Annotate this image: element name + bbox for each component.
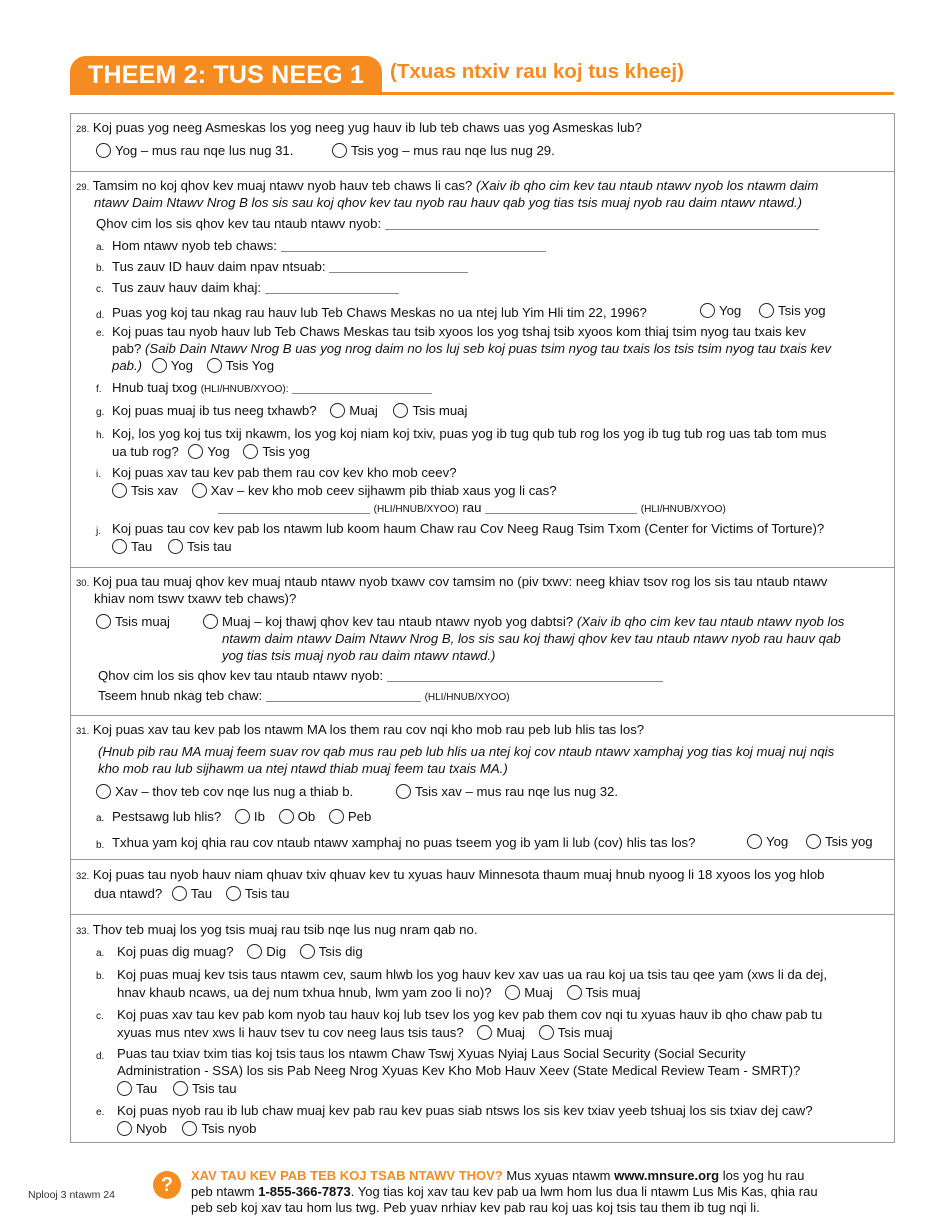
help-line-1	[191, 1168, 891, 1184]
emergency-start-field[interactable]	[218, 502, 370, 514]
option-no[interactable]	[207, 358, 274, 373]
date-format: (HLI/HNUB/XYOO)	[424, 692, 510, 703]
question-32	[71, 860, 894, 915]
option-label: Tau	[136, 1081, 158, 1096]
field-label: Puas tau txiav txim tias koj tsis taus los ntawm Chaw Tswj Xyuas Nyiaj Laus Social Security (Social Security	[117, 1046, 746, 1061]
field-label: Hom ntawv nyob teb chaws:	[112, 238, 277, 253]
help-text: Mus xyuas ntawm	[506, 1168, 611, 1183]
field-label: Pestsawg lub hlis?	[112, 809, 222, 824]
option-label: Muaj	[496, 1025, 525, 1040]
option-label: Tsis yog	[778, 303, 826, 318]
entry-date-field[interactable]	[266, 690, 421, 702]
option-yes[interactable]	[117, 1081, 157, 1096]
help-phone[interactable]: 1-855-366-7873	[258, 1184, 351, 1199]
radio-button[interactable]	[505, 985, 520, 1000]
option-no[interactable]	[806, 834, 873, 850]
option-no[interactable]	[96, 614, 170, 630]
option-label: Tsis muaj	[585, 985, 641, 1000]
question-number: 30.	[76, 578, 90, 589]
item-letter: b.	[96, 263, 105, 274]
green-card-field[interactable]	[329, 261, 468, 273]
help-line-2	[191, 1184, 891, 1200]
question-instruction: (Hnub pib rau MA muaj feem suav rov qab mus rau peb lub hlis ua ntej koj cov ntaub ntawv xamphaj yog tias koj muaj nuj nqis	[98, 744, 835, 759]
radio-button[interactable]	[759, 303, 774, 318]
field-instruction: (Saib Dain Ntawv Nrog B uas yog nrog daim no los luj seb koj puas tsim nyog tau txais los tsis tsim nyog tau txais kev	[145, 341, 832, 356]
radio-button[interactable]	[182, 1121, 197, 1136]
option-label: Dig	[266, 944, 287, 959]
option-label: Tau	[190, 886, 213, 901]
radio-button[interactable]	[152, 358, 167, 373]
item-letter: a.	[96, 242, 105, 253]
option-label: Tsis Yog	[225, 358, 275, 373]
radio-button[interactable]	[117, 1081, 132, 1096]
field-label: Koj puas muaj ib tus neeg txhawb?	[112, 403, 317, 418]
item-letter: d.	[96, 310, 105, 321]
option-no[interactable]	[332, 143, 555, 159]
radio-button[interactable]	[330, 403, 345, 418]
field-label: Koj puas xav tau kev pab them rau cov kev kho mob ceev?	[112, 465, 457, 480]
doc-type-field[interactable]	[281, 240, 546, 252]
option-no[interactable]	[396, 784, 618, 800]
section-title: THEEM 2: TUS NEEG 1	[70, 56, 382, 93]
field-label-cont: hnav khaub ncaws, ua dej num txhua hnub, lwm yam zoo li no)?	[117, 985, 492, 1000]
option-label: Xav – kev kho mob ceev sijhawm pib thiab xaus yog li cas?	[210, 483, 557, 498]
option-label: Yog	[207, 444, 230, 459]
radio-button[interactable]	[806, 834, 821, 849]
option-label: Tsis yog	[262, 444, 310, 459]
question-text: Thov teb muaj los yog tsis muaj rau tsib nqe lus nug nram qab no.	[92, 922, 478, 937]
item-letter: j.	[96, 526, 101, 537]
question-31	[71, 716, 894, 860]
option-yes[interactable]	[96, 784, 353, 800]
item-letter: f.	[96, 384, 102, 395]
field-label: Hnub tuaj txog	[112, 380, 198, 395]
option-instruction-cont: yog tias tsis muaj nyob rau daim ntawv ntawd.)	[222, 648, 496, 663]
radio-button[interactable]	[279, 809, 294, 824]
option-label: Tsis muaj	[115, 614, 170, 629]
field-label-cont: pab?	[112, 341, 142, 356]
option-no[interactable]	[300, 944, 363, 959]
question-number: 29.	[76, 182, 90, 193]
field-label: Koj puas xav tau kev pab kom nyob tau hauv koj lub tsev los yog kev pab them cov nqi tu xyuas hauv ib qho chaw pab tu	[117, 1007, 823, 1022]
radio-button[interactable]	[226, 886, 241, 901]
radio-button[interactable]	[168, 539, 183, 554]
option-label: Tsis tau	[186, 539, 232, 554]
option-label: Muaj – koj thawj qhov kev tau ntaub ntawv nyob yog dabtsi?	[222, 614, 574, 629]
date-format: (HLI/HNUB/XYOO)	[640, 504, 726, 515]
question-text: Koj puas tau nyob hauv niam qhuav txiv qhuav kev tu xyuas hauv Minnesota thaum muaj hnub nyoog li 18 xyoos los yog hlob	[92, 867, 825, 882]
arrival-date-field[interactable]	[292, 382, 432, 394]
status-other-field[interactable]	[385, 218, 819, 230]
option-no[interactable]	[393, 403, 467, 418]
radio-button[interactable]	[332, 143, 347, 158]
radio-button[interactable]	[112, 483, 127, 498]
option-label: Muaj	[349, 403, 378, 418]
radio-button[interactable]	[203, 614, 218, 629]
option-yes[interactable]	[700, 303, 741, 319]
option-yes[interactable]	[203, 614, 844, 630]
option-no[interactable]	[226, 886, 290, 901]
option-label: Tsis yog – mus rau nqe lus nug 29.	[351, 143, 555, 158]
radio-button[interactable]	[207, 358, 222, 373]
radio-button[interactable]	[393, 403, 408, 418]
option-label: Tsis yog	[825, 834, 873, 849]
item-letter: a.	[96, 948, 105, 959]
option-label: Tsis xav – mus rau nqe lus nug 32.	[415, 784, 619, 799]
option-yes[interactable]	[152, 358, 193, 373]
item-letter: d.	[96, 1051, 105, 1062]
option-three[interactable]	[329, 809, 371, 824]
prior-status-field[interactable]	[387, 670, 663, 682]
radio-button[interactable]	[567, 985, 582, 1000]
option-label: Tsis xav	[131, 483, 178, 498]
date-format: (HLI/HNUB/XYOO)	[373, 504, 459, 515]
option-label: Tsis nyob	[201, 1121, 257, 1136]
option-yes[interactable]	[172, 886, 212, 901]
item-letter: a.	[96, 813, 105, 824]
date-format: (HLI/HNUB/XYOO):	[200, 384, 289, 395]
field-label: Tus zauv ID hauv daim npav ntsuab:	[112, 259, 326, 274]
radio-button[interactable]	[192, 483, 207, 498]
option-no[interactable]	[182, 1121, 256, 1136]
option-no[interactable]	[173, 1081, 237, 1096]
field-label: Koj puas tau cov kev pab los ntawm lub koom haum Chaw rau Cov Neeg Raug Tsim Txom (Center for Victims of Torture)?	[112, 521, 825, 536]
field-label-cont: Administration - SSA) los sis Pab Neeg Nrog Xyuas Kev Kho Mob Hauv Xeev (State Medical Review Team - SMRT)?	[117, 1063, 801, 1078]
form-box	[70, 113, 895, 1143]
item-letter: e.	[96, 328, 105, 339]
field-label-cont: xyuas mus ntev xws li hauv tsev tu cov neeg laus tsis taus?	[117, 1025, 464, 1040]
field-label-cont: ua tub rog?	[112, 444, 179, 459]
option-no[interactable]	[112, 483, 178, 498]
item-letter: b.	[96, 971, 105, 982]
radio-button[interactable]	[188, 444, 203, 459]
help-line-3: peb seb koj xav tau hom lus twg. Peb yuav nrhiav kev pab rau koj uas koj tsis tau them ib tug nqi li.	[191, 1200, 760, 1215]
item-letter: h.	[96, 430, 105, 441]
item-letter: e.	[96, 1107, 105, 1118]
radio-button[interactable]	[329, 809, 344, 824]
item-letter: c.	[96, 284, 104, 295]
section-header	[70, 56, 894, 96]
radio-button[interactable]	[477, 1025, 492, 1040]
question-number: 31.	[76, 726, 90, 737]
option-no[interactable]	[539, 1025, 613, 1040]
option-label: Tsis tau	[244, 886, 290, 901]
field-label: Koj, los yog koj tus txij nkawm, los yog koj niam koj txiv, puas yog ib tug qub tub rog los yog ib tug tub rog uas tab tom mus	[112, 426, 827, 441]
question-number: 32.	[76, 871, 90, 882]
radio-button[interactable]	[700, 303, 715, 318]
question-number: 33.	[76, 926, 90, 937]
option-yes[interactable]	[192, 483, 557, 498]
page-number: Nplooj 3 ntawm 24	[28, 1189, 115, 1201]
question-28	[71, 114, 894, 172]
radio-button[interactable]	[96, 143, 111, 158]
option-label: Muaj	[524, 985, 553, 1000]
option-label: Tsis muaj	[557, 1025, 613, 1040]
field-label: Txhua yam koj qhia rau cov ntaub ntawv xamphaj no puas tseem yog ib yam li lub (cov) hlis tas los?	[112, 835, 696, 850]
option-label: Tsis dig	[318, 944, 363, 959]
item-letter: g.	[96, 407, 105, 418]
option-label: Yog – mus rau nqe lus nug 31.	[115, 143, 294, 158]
question-text: Koj puas xav tau kev pab los ntawm MA los them rau cov nqi kho mob rau peb lub hlis tas los?	[92, 722, 645, 737]
help-icon: ?	[153, 1171, 181, 1199]
option-no[interactable]	[243, 444, 310, 459]
option-yes[interactable]	[188, 444, 229, 459]
radio-button[interactable]	[117, 1121, 132, 1136]
option-yes[interactable]	[505, 985, 553, 1000]
radio-button[interactable]	[243, 444, 258, 459]
radio-button[interactable]	[747, 834, 762, 849]
option-label: Tsis tau	[191, 1081, 237, 1096]
option-yes[interactable]	[117, 1121, 167, 1136]
radio-button[interactable]	[396, 784, 411, 799]
field-label: Tseem hnub nkag teb chaw:	[98, 688, 263, 703]
help-headline: XAV TAU KEV PAB TEB KOJ TSAB NTAWV THOV?	[191, 1168, 503, 1183]
radio-button[interactable]	[172, 886, 187, 901]
option-yes[interactable]	[747, 834, 788, 850]
question-instruction: (Xaiv ib qho cim kev tau ntaub ntawv nyob los ntawm daim	[476, 178, 819, 193]
radio-button[interactable]	[539, 1025, 554, 1040]
field-label: Tus zauv hauv daim khaj:	[112, 280, 262, 295]
emergency-end-field[interactable]	[485, 502, 637, 514]
question-text: Tamsim no koj qhov kev muaj ntawv nyob hauv teb chaws li cas?	[92, 178, 473, 193]
option-instruction-cont: ntawm daim ntawv Daim Ntawv Nrog B, los sis sau koj thawj qhov kev tau ntaub ntawv nyob rau hauv qab	[222, 631, 841, 646]
option-no[interactable]	[759, 303, 826, 319]
help-text: . Yog tias koj xav tau kev pab ua lwm hom lus dua li ntawm Lus Mis Kas, qhia rau	[350, 1184, 818, 1199]
option-yes[interactable]	[330, 403, 378, 418]
option-yes[interactable]	[96, 143, 293, 159]
option-no[interactable]	[567, 985, 641, 1000]
radio-button[interactable]	[112, 539, 127, 554]
question-text-cont: dua ntawd?	[94, 886, 163, 901]
field-label: Koj puas nyob rau ib lub chaw muaj kev pab rau kev puas siab ntsws los sis kev txiav yeeb tshuaj los sis txiav dej caw?	[117, 1103, 813, 1118]
field-label: Puas yog koj tau nkag rau hauv lub Teb Chaws Meskas no ua ntej lub Yim Hli tim 22, 1996?	[112, 305, 647, 320]
option-label: Peb	[347, 809, 372, 824]
radio-button[interactable]	[300, 944, 315, 959]
help-text: los yog hu rau	[722, 1168, 805, 1183]
question-text: Koj pua tau muaj qhov kev muaj ntaub ntawv nyob txawv cov tamsim no (piv txwv: neeg khiav tsov rog los sis tau ntaub ntawv	[92, 574, 828, 589]
option-label: Tau	[131, 539, 153, 554]
radio-button[interactable]	[247, 944, 262, 959]
radio-button[interactable]	[96, 614, 111, 629]
section-subtitle: (Txuas ntxiv rau koj tus kheej)	[390, 60, 684, 83]
question-30	[71, 568, 894, 716]
card-number-field[interactable]	[265, 282, 399, 294]
help-url[interactable]: www.mnsure.org	[614, 1168, 720, 1183]
option-label: Ob	[297, 809, 316, 824]
question-text-cont: khiav nom tswv txawv teb chaws)?	[94, 591, 297, 606]
item-letter: i.	[96, 469, 101, 480]
field-label: Koj puas muaj kev tsis taus ntawm cev, saum hlwb los yog hauv kev xav uas ua rau koj ua tsis tau qee yam (xws li da dej,	[117, 967, 828, 982]
question-number: 28.	[76, 124, 90, 135]
option-label: Yog	[719, 303, 742, 318]
field-label: rau	[462, 500, 482, 515]
option-yes[interactable]	[112, 539, 152, 554]
item-letter: b.	[96, 840, 105, 851]
field-label: Qhov cim los sis qhov kev tau ntaub ntawv nyob:	[96, 216, 382, 231]
option-label: Ib	[253, 809, 265, 824]
option-yes[interactable]	[477, 1025, 525, 1040]
option-one[interactable]	[235, 809, 265, 824]
option-instruction: (Xaiv ib qho cim kev tau ntaub ntawv nyob los	[576, 614, 845, 629]
question-instruction-cont: kho mob rau lub sijhawm ua ntej ntawd thiab muaj feem tau txais MA.)	[98, 761, 508, 776]
option-label: Yog	[170, 358, 193, 373]
field-instruction-cont: pab.)	[112, 358, 143, 373]
question-instruction-cont: ntawv Daim Ntawv Nrog B los sis sau koj qhov kev tau nyob rau hauv qab yog tias tsis muaj nyob rau daim ntawv ntawd.)	[94, 195, 803, 210]
option-label: Yog	[766, 834, 789, 849]
question-text: Koj puas yog neeg Asmeskas los yog neeg yug hauv ib lub teb chaws uas yog Asmeskas lub?	[92, 120, 642, 135]
option-yes[interactable]	[247, 944, 286, 959]
option-two[interactable]	[279, 809, 316, 824]
help-text: peb ntawm	[191, 1184, 255, 1199]
item-letter: c.	[96, 1011, 104, 1022]
option-label: Tsis muaj	[412, 403, 468, 418]
option-label: Nyob	[136, 1121, 167, 1136]
question-29	[71, 172, 894, 568]
radio-button[interactable]	[235, 809, 250, 824]
question-33	[71, 915, 894, 1142]
radio-button[interactable]	[173, 1081, 188, 1096]
radio-button[interactable]	[96, 784, 111, 799]
option-no[interactable]	[168, 539, 232, 554]
field-label: Koj puas tau nyob hauv lub Teb Chaws Meskas tau tsib xyoos los yog tshaj tsib xyoos kom thiaj tsim nyog tau txais kev	[112, 324, 806, 339]
header-rule	[70, 92, 894, 95]
field-label: Koj puas dig muag?	[117, 944, 234, 959]
option-label: Xav – thov teb cov nqe lus nug a thiab b.	[115, 784, 354, 799]
field-label: Qhov cim los sis qhov kev tau ntaub ntawv nyob:	[98, 668, 384, 683]
